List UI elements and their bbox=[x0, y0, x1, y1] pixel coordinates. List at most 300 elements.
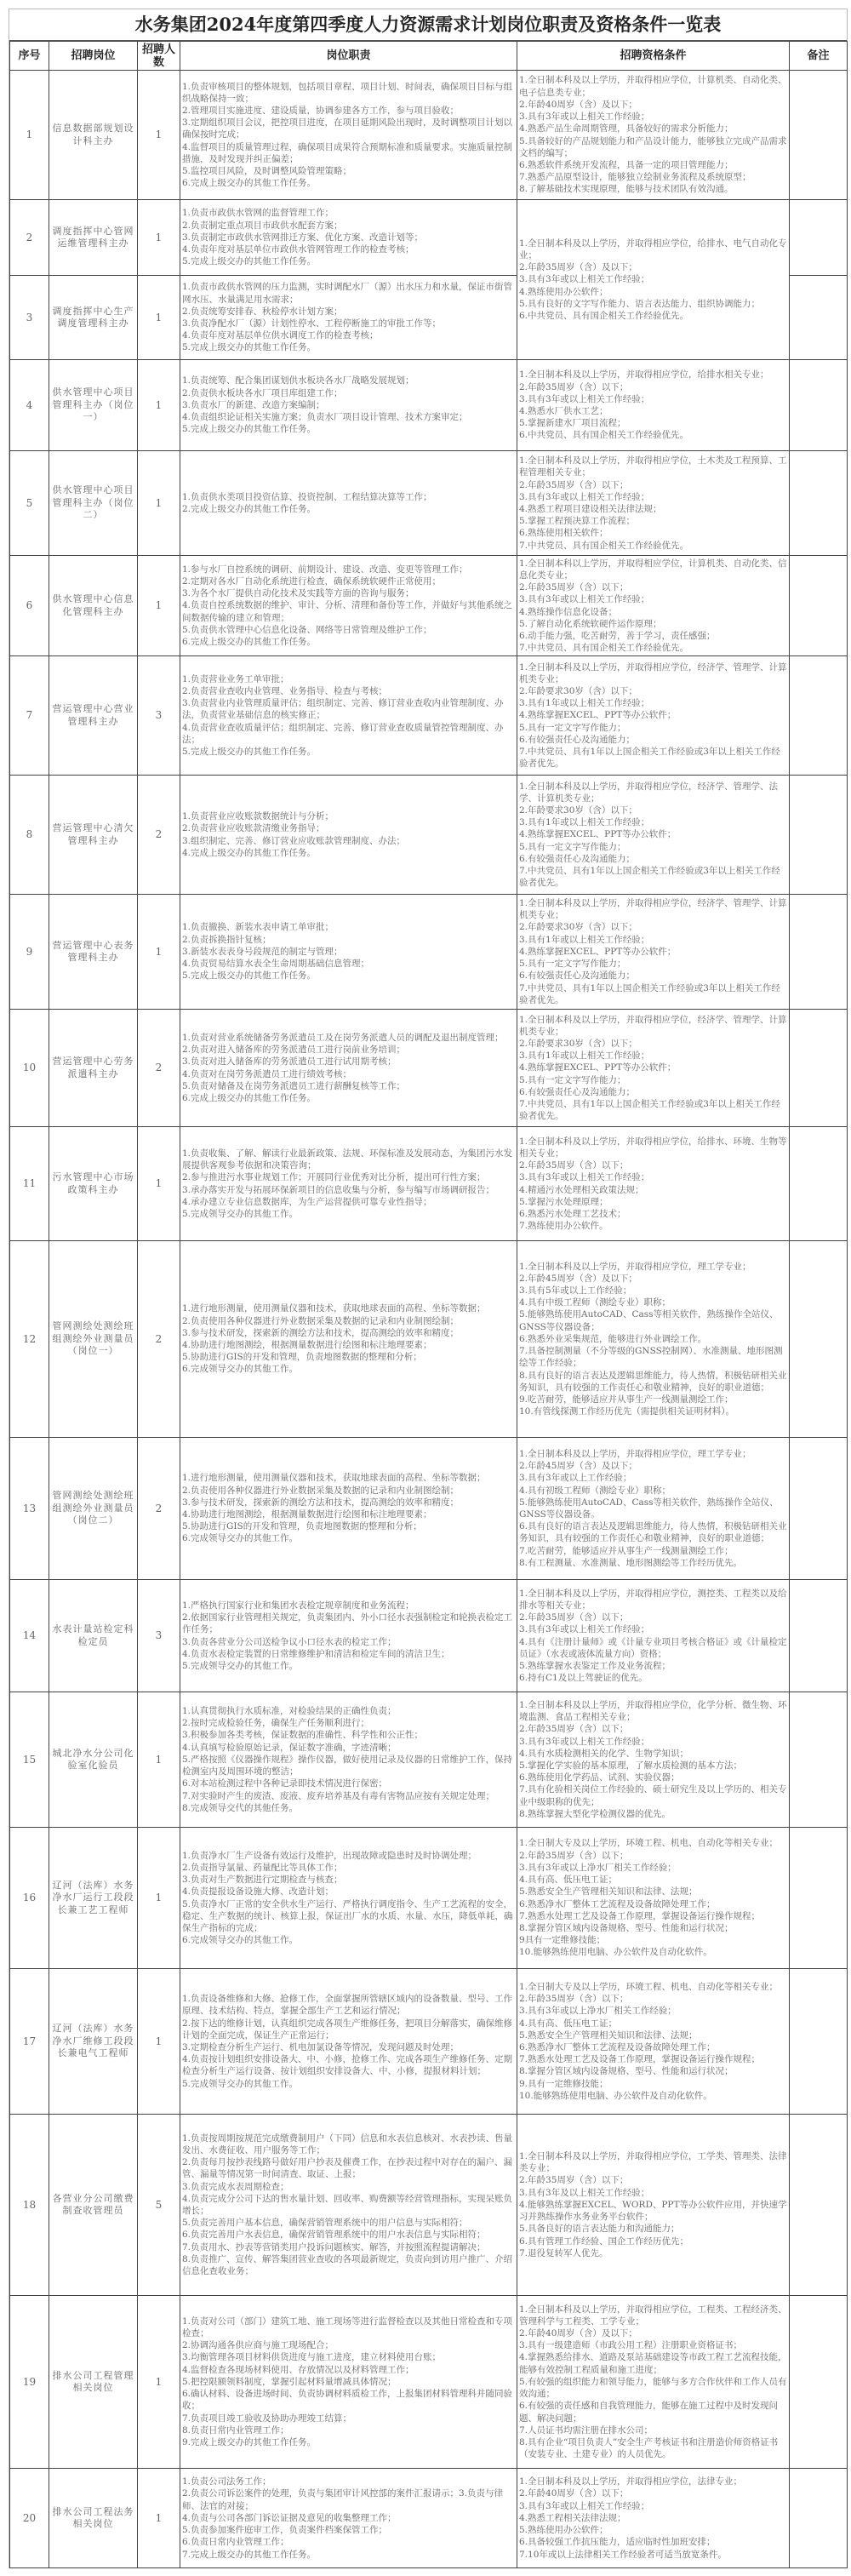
requirement-item: 5.具有一定文字写作能力； bbox=[519, 1074, 626, 1085]
requirement-item: 6.熟悉污水处理工艺技术； bbox=[519, 1208, 626, 1219]
row-duties bbox=[180, 1692, 517, 1828]
requirement-item: 1.全日制大专及以上学历，环境工程、机电、自动化等相关专业； bbox=[519, 1981, 779, 1992]
duty-item: 2.负责制定重点项目市政供水配套方案； bbox=[182, 220, 343, 231]
requirement-item: 3.具有3年或以上净水厂相关工作经验； bbox=[519, 2006, 677, 2017]
requirement-item: 7.具有化验相关岗位工作经验的、硕士研究生及以上学历的、相关专业中级职称的优先； bbox=[519, 1784, 787, 1807]
row-index: 6 bbox=[10, 556, 49, 656]
row-position: 营运管理中心表务管理科主办 bbox=[49, 895, 138, 1010]
requirement-item: 4.熟练掌握EXCEL、PPT等办公软件； bbox=[519, 946, 677, 957]
row-requirements bbox=[517, 656, 790, 776]
table-row bbox=[10, 1828, 848, 1969]
duty-item: 1.负责收集、了解、解读行业最新政策、法规、环保标准及发展动态，为集团污水发展提供客观参考依据和决策咨询； bbox=[182, 1148, 513, 1171]
header-remarks: 备注 bbox=[790, 42, 848, 71]
duty-item: 2.负责拆换指针复核； bbox=[182, 934, 271, 945]
requirement-item: 1.全日制本科及以上学历，并取得相应学位，理工学专业； bbox=[519, 1261, 751, 1272]
requirement-item: 4.精通污水处理相关政策法规； bbox=[519, 1184, 644, 1195]
requirement-item: 3.具有3年或以上相关工作经验； bbox=[519, 393, 650, 404]
duty-item: 4.监督检查各现场材料使用、存放情况以及材料管理工作； bbox=[182, 2364, 414, 2375]
row-requirements bbox=[517, 2296, 790, 2469]
requirement-item: 8.有工程测量、水准测量、地形图测绘等工作经历优先。 bbox=[519, 1557, 743, 1568]
duty-item: 4.负责营业查收质量评估；组织制定、完善、修订营业查收质量管控管理制度、办法； bbox=[182, 722, 504, 745]
duty-item: 2.负责使用各种仪器进行外业数据采集及数据的记录和内业制图绘制； bbox=[182, 1485, 460, 1496]
row-position: 营运管理中心劳务派遣科主办 bbox=[49, 1010, 138, 1127]
row-count: 1 bbox=[138, 71, 180, 200]
requirement-item: 6.中共党员、具有国企相关工作经验优先。 bbox=[519, 311, 689, 321]
duty-item: 4.负责年度对基层单位市政供水管网管理工作的检查考核； bbox=[182, 244, 414, 255]
requirement-item: 5.能够熟练使用AutoCAD、Cass等相关软件，熟练操作全站仪、GNSS等仪器设备。 bbox=[519, 1497, 779, 1520]
table-header-row bbox=[10, 42, 848, 71]
duty-item: 2.负责统筹安排春、秋检停水计划方案； bbox=[182, 306, 343, 317]
duty-item: 9.完成上级交办的其他工作任务。 bbox=[182, 2436, 317, 2447]
duty-item: 1.负责设备维修和大修、抢修工作，全面掌握所管辖区域内的设备数量、型号、工作原理、技术结构、特点，掌握全部生产工艺和运行情况； bbox=[182, 1994, 513, 2017]
row-position: 供水管理中心项目管理科主办（岗位二） bbox=[49, 451, 138, 556]
duty-item: 2.负责公司诉讼案件的处理，负责与集团审计风控部的案件汇报请示；3.负责与律师、法官的对接； bbox=[182, 2488, 504, 2511]
requirement-item: 2.年龄35周岁（含）以下； bbox=[519, 1724, 629, 1735]
duty-item: 4.负责水表检定装置的日常维修维护和清洁和检定车间的清洁卫生； bbox=[182, 1648, 450, 1659]
requirement-item: 2.年龄40周岁（含）及以下； bbox=[519, 99, 637, 110]
requirement-item: 1.全日制本科及以上学历，并取得相应学位，土木类及工程预算、工程管理相关专业； bbox=[519, 455, 787, 478]
duty-item: 1.负责对公司（部门）建筑工地、施工现场等进行监督检查以及其他日常检查和专项检查； bbox=[182, 2316, 513, 2339]
row-requirements bbox=[517, 71, 790, 200]
requirement-item: 3.具有3年或以上相关工作经验； bbox=[519, 1624, 650, 1635]
requirement-item: 2.年龄40周岁（含）及以下； bbox=[519, 2328, 637, 2339]
row-duties bbox=[180, 1580, 517, 1692]
requirement-item: 4.熟练掌握EXCEL、PPT等办公软件； bbox=[519, 1062, 677, 1073]
requirement-item: 6.具有良好的语言表达及逻辑思维能力，待人热情，积极钻研相关业务知识，具有较强的工作责任心和敬业精神，良好的职业道德； bbox=[519, 1521, 787, 1544]
requirement-item: 4.熟练操作信息化设备； bbox=[519, 606, 618, 617]
requirement-item: 6.熟悉软件系统开发流程，具备一定的项目管理能力； bbox=[519, 159, 734, 170]
duty-item: 1.负责按周期按规范完成缴费制用户（下同）信息和水表信息核对、水表抄读、售量发出、水费征收、用户服务等工作； bbox=[182, 2132, 513, 2155]
requirement-item: 1.全日制本科及以上学历，并取得相应学位，经济学、管理学、法学、计算机类专业； bbox=[519, 781, 779, 804]
row-remarks bbox=[790, 200, 848, 276]
requirement-item: 7.退役复转军人优先。 bbox=[519, 2247, 608, 2258]
row-remarks bbox=[790, 1127, 848, 1241]
row-remarks bbox=[790, 1692, 848, 1828]
duty-item: 6.完成领导交办的其他工作。 bbox=[182, 1935, 299, 1946]
row-remarks bbox=[790, 556, 848, 656]
requirement-item: 5.了解自动化系统软硬件运作原理； bbox=[519, 618, 662, 629]
requirement-item: 5.掌握污水处理原理； bbox=[519, 1196, 608, 1207]
duty-item: 4.负责完成分公司下达的售水量计划、回收率、购费额等经营管理指标，实现呆账负增长； bbox=[182, 2193, 513, 2216]
requirement-item: 3.具有3年或以上相关工作经验； bbox=[519, 594, 650, 605]
duty-item: 4.协助进行地图测绘，根据测量数据进行绘图和标注地理要素； bbox=[182, 1509, 432, 1520]
requirement-item: 7.中共党员、具有1年以上国企相关工作经验或3年以上相关工作经验者优先。 bbox=[519, 982, 780, 1005]
requirement-item: 3.具有3年或以上相关工作经验； bbox=[519, 491, 650, 502]
requirement-item: 6.动手能力强，吃苦耐劳，善于学习，责任感强； bbox=[519, 630, 716, 641]
duty-item: 4.负责年度对基层单位供水调度工作的检查考核； bbox=[182, 330, 379, 341]
requirement-item: 8.掌握分管区域内设备规格、型号、性能和运行状况； bbox=[519, 2066, 734, 2077]
requirement-item: 4.具有高、低压电工证； bbox=[519, 2018, 618, 2029]
row-requirements bbox=[517, 2115, 790, 2296]
requirement-item: 3.具有3年或以上相关工作经验； bbox=[519, 1172, 650, 1183]
duty-item: 2.负责使用各种仪器进行外业数据采集及数据的记录和内业制图绘制； bbox=[182, 1315, 460, 1326]
duty-item: 7.负责项目竣工验收及协助办理竣工结算； bbox=[182, 2413, 352, 2424]
duty-item: 4.负责与公司各部门诉讼证据及意见的收集整理工作； bbox=[182, 2512, 397, 2523]
requirement-item: 2.年龄35周岁（含）以下； bbox=[519, 582, 629, 593]
requirement-item: 7.中共党员、具有1年以上国企相关工作经验或3年以上相关工作经验者优先。 bbox=[519, 866, 780, 889]
row-remarks bbox=[790, 1580, 848, 1692]
row-remarks bbox=[790, 71, 848, 200]
requirement-item: 4.熟悉工程相关法律法规； bbox=[519, 2512, 626, 2523]
row-position: 水表计量站检定科检定员 bbox=[49, 1580, 138, 1692]
requirement-item: 2.年龄35周岁（含）以下； bbox=[519, 381, 629, 392]
duty-item: 6.确认材料、设备进场时间、负责协调材料质检工作，上报集团材料管理科并随同验收； bbox=[182, 2389, 513, 2412]
row-count: 1 bbox=[138, 451, 180, 556]
requirement-item: 2.年龄35周岁（含）以下； bbox=[519, 1994, 629, 2005]
row-index: 1 bbox=[10, 71, 49, 200]
row-position: 污水管理中心市场政策科主办 bbox=[49, 1127, 138, 1241]
requirement-item: 6.持有C1及以上驾驶证的优先。 bbox=[519, 1673, 648, 1684]
requirement-item: 7.中共党员、具有1年以上国企相关工作经验或3年以上相关工作经验者优先。 bbox=[519, 1099, 780, 1122]
requirement-item: 8.具有企业“项目负责人”安全生产考核证书和注册造价师资格证书（安装专业、土建专业）的人员优先。 bbox=[519, 2436, 779, 2460]
table-row bbox=[10, 1438, 848, 1580]
requirement-item: 4.熟练掌握EXCEL、PPT等办公软件； bbox=[519, 710, 677, 721]
duty-item: 3.新装水表表身号段规范的制定与管理； bbox=[182, 946, 343, 957]
row-index: 7 bbox=[10, 656, 49, 776]
requirement-item: 5.具备较好的产品规划能力和产品设计能力，能够独立完成产品需求文档的编写； bbox=[519, 135, 787, 158]
row-index: 18 bbox=[10, 2115, 49, 2296]
requirement-item: 5.能够熟练使用AutoCAD、Cass等相关软件，熟练操作全站仪、GNSS等仪器设备； bbox=[519, 1309, 779, 1332]
row-duties bbox=[180, 200, 517, 276]
requirement-item: 8.熟练掌握大型化学检测仪器的优先。 bbox=[519, 1808, 671, 1819]
requirement-item: 1.全日制本科及以上学历，并取得相应学位，工程类、工程经济类、管理科学与工程类、工学专业； bbox=[519, 2304, 787, 2327]
requirement-item: 6.中共党员、具有国企相关工作经验优先。 bbox=[519, 430, 689, 441]
duty-item: 6.负责日常内业管理工作； bbox=[182, 2537, 289, 2548]
requirement-item: 2.年龄要求30岁（含）以下； bbox=[519, 922, 637, 933]
requirement-item: 5.具有良好的文字写作能力、语言表达能力、组织协调能力； bbox=[519, 298, 761, 309]
requirement-item: 4.熟悉水厂供水工艺； bbox=[519, 406, 608, 416]
duty-item: 5.完成领导交办的其他工作。 bbox=[182, 2078, 299, 2089]
duty-item: 1.负责供水类项目投资估算、投资控制、工程结算决算等工作； bbox=[182, 491, 432, 502]
row-duties bbox=[180, 895, 517, 1010]
row-count: 1 bbox=[138, 1969, 180, 2115]
duty-item: 2.按时完成检验任务，确保生产任务顺利进行； bbox=[182, 1718, 370, 1729]
row-remarks bbox=[790, 1241, 848, 1438]
duty-item: 1.严格执行国家行业和集团水表检定规章制度和业务流程； bbox=[182, 1600, 414, 1611]
row-count: 5 bbox=[138, 2115, 180, 2296]
row-remarks bbox=[790, 776, 848, 895]
requirement-item: 5.掌握化学实验的基本原理，了解水质检测的基本方法； bbox=[519, 1760, 743, 1771]
duty-item: 3.负责对进入储备库的劳务派遣员工进行试用期考核； bbox=[182, 1056, 397, 1068]
row-duties bbox=[180, 1438, 517, 1580]
row-requirements bbox=[517, 1010, 790, 1127]
duty-item: 5.负责参加案件庭审工作，负责案件档案保管工作； bbox=[182, 2525, 388, 2536]
row-remarks bbox=[790, 2469, 848, 2568]
table-row bbox=[10, 1692, 848, 1828]
duty-item: 5.完成领导交办的其他工作。 bbox=[182, 1208, 299, 1219]
row-requirements bbox=[517, 1969, 790, 2115]
requirement-item: 6.具有管理工作经验、国企工作经历优先； bbox=[519, 2235, 689, 2247]
row-count: 3 bbox=[138, 1580, 180, 1692]
duty-item: 3.负责制定市政供水管网排迁方案、优化方案、改造计划等； bbox=[182, 232, 424, 243]
row-index: 19 bbox=[10, 2296, 49, 2469]
requirement-item: 4.具有中级工程师（测绘专业）职称； bbox=[519, 1297, 671, 1308]
requirement-item: 6.有较强责任心及沟通能力； bbox=[519, 1086, 636, 1097]
duty-item: 1.负责市政供水管网的监督管理工作； bbox=[182, 208, 334, 219]
requirement-item: 1.全日制本科及以上学历，并取得相应学位，经济学、管理学、计算机类专业； bbox=[519, 1014, 787, 1037]
requirement-item: 9具有一定维修技能； bbox=[519, 1935, 606, 1946]
table-body bbox=[10, 71, 848, 2568]
requirement-item: 4.具有初级工程师（测绘专业）职称； bbox=[519, 1485, 671, 1496]
requirement-item: 7.熟悉产品原型设计，能够独立绘制业务流程及系统原型； bbox=[519, 172, 751, 183]
requirement-item: 7.具备控制测量（不分等级的GNSS控制网）、水准测量、地形图测绘等工作经验； bbox=[519, 1346, 783, 1369]
duty-item: 4.完成上级交办的其他工作任务。 bbox=[182, 847, 317, 858]
requirement-item: 10.有管线探测工作经历优先（需提供相关证明材料）。 bbox=[519, 1406, 734, 1417]
requirement-item: 8.了解基础技术实现原理，能够与技术团队有效沟通。 bbox=[519, 184, 734, 195]
table-row bbox=[10, 451, 848, 556]
requirement-item: 1.全日制大专及以上学历，环境工程、机电、自动化等相关专业； bbox=[519, 1838, 779, 1849]
requirement-item: 8.具有良好的语言表达及逻辑思维能力，待人热情，积极钻研相关业务知识，具有较强的工作责任心和敬业精神，良好的职业道德； bbox=[519, 1370, 787, 1393]
requirement-item: 1.全日制本科及以上学历，并取得相应学位，计算机类、自动化类、电子信息类专业； bbox=[519, 75, 787, 98]
requirement-item: 5.熟练掌握水表鉴定工作及业务流程； bbox=[519, 1660, 671, 1671]
requirement-item: 5.有较强的组织能力和领导能力，能够与多方合作伙伴和工作人员有效沟通； bbox=[519, 2376, 787, 2400]
requirement-item: 9.具有一定维修技能； bbox=[519, 2078, 608, 2089]
row-position: 营运管理中心营业管理科主办 bbox=[49, 656, 138, 776]
row-duties bbox=[180, 656, 517, 776]
row-count: 1 bbox=[138, 1692, 180, 1828]
requirement-item: 1.全日制本科及以上学历，并取得相应学位，给排水相关专业； bbox=[519, 369, 769, 381]
header-index: 序号 bbox=[10, 42, 49, 71]
table-row bbox=[10, 2115, 848, 2296]
requirement-item: 2.年龄35周岁（含）及以下； bbox=[519, 262, 637, 273]
requirement-item: 4.熟练使用办公软件； bbox=[519, 286, 608, 297]
row-index: 8 bbox=[10, 776, 49, 895]
header-requirements: 招聘资格条件 bbox=[517, 42, 790, 71]
duty-item: 2.负责营业查收内业管理、业务指导、检查与考核； bbox=[182, 685, 388, 696]
row-position: 管网测绘处测绘班组测绘外业测量员（岗位一） bbox=[49, 1241, 138, 1438]
duty-item: 4.监督项目的质量管理过程，确保项目成果符合预期标准和质量要求。实施质量控制措施，及时发现并纠正偏差； bbox=[182, 141, 513, 164]
duty-item: 6.完成领导交办的其他工作。 bbox=[182, 1533, 299, 1544]
row-index: 2 bbox=[10, 200, 49, 276]
requirement-item: 4.熟悉产品生命周期管理，具备较好的需求分析能力； bbox=[519, 123, 734, 135]
requirement-item: 6.有较强责任心及沟通能力； bbox=[519, 970, 636, 982]
duty-item: 7.完成上级交办的其他工作任务。 bbox=[182, 2549, 317, 2560]
requirement-item: 4.具有高、低压电工证； bbox=[519, 1875, 618, 1886]
row-index: 16 bbox=[10, 1828, 49, 1969]
duty-item: 4.负责自控系统数据的维护、审计、分析、清理和备份等工作，并做好与其他系统之间数据传输的建立和管理； bbox=[182, 600, 513, 623]
requirement-item: 3.具有3年或以上相关工作经验； bbox=[519, 112, 650, 123]
row-duties bbox=[180, 71, 517, 200]
requirement-item: 1.全日制本科以上学历，并取得相应学位，计算机类、自动化类、信息化类专业； bbox=[519, 558, 787, 581]
table-row bbox=[10, 2469, 848, 2568]
duty-item: 2.负责指导氯量、药量配比等具体工作； bbox=[182, 1862, 343, 1873]
duty-item: 3.负责净配水厂（源）计划性停水、工程停断施工的审批工作等； bbox=[182, 318, 442, 329]
duty-item: 6.完成上级交办的其他工作任务。 bbox=[182, 1092, 317, 1103]
requirement-item: 2.年龄要求30岁（含）以下； bbox=[519, 1038, 637, 1049]
row-duties bbox=[180, 1969, 517, 2115]
requirement-item: 2.年龄40周岁（含）以下； bbox=[519, 2488, 629, 2499]
duty-item: 3.均衡管理各项目材料供货进度与施工进度，建立材料使用台账； bbox=[182, 2352, 442, 2363]
row-position: 调度指挥中心管网运维管理科主办 bbox=[49, 200, 138, 276]
duty-item: 5.负责完善用户基本信息，确保营销管理系统中的用户信息与实际相符； bbox=[182, 2218, 468, 2229]
requirement-item: 2.年龄要求30岁（含）以下； bbox=[519, 804, 637, 816]
duty-item: 2.负责对进入储备库的劳务派遣员工进行岗前业务培训； bbox=[182, 1045, 406, 1056]
row-position: 排水公司工程法务相关岗位 bbox=[49, 2469, 138, 2568]
requirement-item: 3.具有3年或以上相关工作经验； bbox=[519, 1736, 650, 1747]
duty-item: 1.参与水厂自控系统的调研、前期设计、建设、改造、变更等管理工作； bbox=[182, 564, 468, 575]
duty-item: 8.负责推广、宣传、解答集团营业查收的各项最新规定，负责向到访用户推广、介绍信息化查收业务； bbox=[182, 2253, 513, 2277]
requirement-item: 3.具有1年或以上相关工作经验； bbox=[519, 817, 650, 828]
requirement-item: 4.具有《注册计量师》或《计量专业项目考核合格证》或《计量检定员证》（水表或液体流量方向）资格； bbox=[519, 1636, 787, 1659]
row-index: 17 bbox=[10, 1969, 49, 2115]
row-duties bbox=[180, 776, 517, 895]
table-row bbox=[10, 1969, 848, 2115]
row-duties bbox=[180, 1828, 517, 1969]
row-requirements bbox=[517, 2469, 790, 2568]
duty-item: 5.监控项目风险，及时调整风险管理策略； bbox=[182, 166, 352, 176]
row-position: 营运管理中心清欠管理科主办 bbox=[49, 776, 138, 895]
duty-item: 3.定期组织项目会议，把控项目进度，在项目延期风险出现时，及时调整项目计划以确保按时完成； bbox=[182, 117, 513, 140]
duty-item: 5.协助进行GIS的开发和管理，负责地图数据的整理和分析； bbox=[182, 1521, 422, 1532]
requirement-item: 6.熟悉外业采集规范，能够进行外业调绘工作。 bbox=[519, 1333, 707, 1344]
requirement-item: 7.人员证书均需注册在排水公司； bbox=[519, 2424, 654, 2436]
row-count: 1 bbox=[138, 360, 180, 451]
requirement-item: 3.具有1年或以上相关工作经验； bbox=[519, 934, 650, 945]
header-count: 招聘人数 bbox=[138, 42, 180, 71]
requirement-item: 1.全日制本科及以上学历，并取得相应学位，工学类、管理类、法律类专业； bbox=[519, 2151, 787, 2174]
row-remarks bbox=[790, 1438, 848, 1580]
row-duties bbox=[180, 2296, 517, 2469]
duty-item: 2.负责营业应收账款清缴业务指导； bbox=[182, 823, 325, 834]
row-index: 15 bbox=[10, 1692, 49, 1828]
row-requirements bbox=[517, 360, 790, 451]
requirement-item: 1.全日制本科及以上学历，并取得相应学位，法律专业； bbox=[519, 2476, 743, 2487]
requirement-item: 7.熟悉水处理工艺及设备工作原理，掌握设备运行操作规程； bbox=[519, 1910, 761, 1921]
duty-item: 7.负责用水、抄表等营销类用户投诉问题核实、解答，并按照流程提请解决； bbox=[182, 2241, 486, 2253]
requirement-item: 6.有较强责任心及沟通能力； bbox=[519, 734, 636, 745]
row-position: 城北净水分公司化验室化验员 bbox=[49, 1692, 138, 1828]
row-count: 1 bbox=[138, 2469, 180, 2568]
row-position: 供水管理中心信息化管理科主办 bbox=[49, 556, 138, 656]
row-remarks bbox=[790, 1969, 848, 2115]
requirement-item: 4.具有水质检测相关的化学、生物学知识； bbox=[519, 1748, 689, 1759]
page-title: 水务集团2024年度第四季度人力资源需求计划岗位职责及资格条件一览表 bbox=[9, 9, 847, 41]
row-duties bbox=[180, 360, 517, 451]
requirement-item: 2.年龄45周岁（含）及以下； bbox=[519, 1273, 637, 1284]
row-count: 2 bbox=[138, 1010, 180, 1127]
row-remarks bbox=[790, 1010, 848, 1127]
requirement-item: 6.具备较强工作抗压能力，适应临时性加班安排； bbox=[519, 2537, 716, 2548]
requirement-item: 1.全日制本科及以上学历，并取得相应学位，理工学专业； bbox=[519, 1448, 751, 1459]
duty-item: 2.按下达的维修计划，认真组织完成各项生产维修任务，把项目分解落实，确保维修计划的全面完成，保证生产正常运行； bbox=[182, 2018, 513, 2041]
requirement-item: 5.掌握新建水厂项目流程； bbox=[519, 418, 626, 429]
duty-item: 3.承办落实开发与拓展环保新项目的信息收集与分析，参与编写市场调研报告； bbox=[182, 1184, 495, 1195]
duty-item: 1.负责营业应收账款数据统计与分析； bbox=[182, 811, 334, 822]
table-row bbox=[10, 2296, 848, 2469]
duty-item: 4.承办建立专业信息数据库，为生产运营提供可靠专业性指导； bbox=[182, 1196, 432, 1207]
duty-item: 3.负责营业内业管理质量评估；组织制定、完善、修订营业查收内业管理制度、办法，负责营业基础信息的核实修正； bbox=[182, 698, 504, 721]
row-count: 2 bbox=[138, 1241, 180, 1438]
requirement-item: 6.熟练使用相关软件； bbox=[519, 528, 608, 539]
row-duties bbox=[180, 1241, 517, 1438]
requirement-item: 2.年龄35周岁（含）以下； bbox=[519, 1850, 629, 1861]
header-position: 招聘岗位 bbox=[49, 42, 138, 71]
duty-item: 2.完成上级交办的其他工作任务。 bbox=[182, 504, 317, 514]
row-requirements bbox=[517, 1828, 790, 1969]
row-duties bbox=[180, 556, 517, 656]
requirement-item: 9.吃苦耐劳，能够适应并从事生产一线测量测绘工作； bbox=[519, 1394, 734, 1405]
duty-item: 6.完成领导交办的其他工作。 bbox=[182, 1364, 299, 1375]
duty-item: 1.负责撤换、新装水表申请工单审批； bbox=[182, 922, 334, 933]
duty-item: 4.负责对在岗劳务派遣员工进行绩效考核； bbox=[182, 1068, 352, 1079]
duty-item: 5.协助进行GIS的开发和管理，负责地图数据的整理和分析； bbox=[182, 1352, 422, 1363]
row-requirements bbox=[517, 451, 790, 556]
row-requirements bbox=[517, 1438, 790, 1580]
table-row bbox=[10, 1010, 848, 1127]
duty-item: 2.负责每月按抄表线路号做好用户抄表及催费工作，在抄表过程中对存在的漏户、漏管、漏量等情况第一时间清查、取证、上报； bbox=[182, 2157, 513, 2180]
table-row bbox=[10, 1127, 848, 1241]
duty-item: 3.负责对生产数据进行定期检查与核查； bbox=[182, 1875, 343, 1886]
duty-item: 5.负责供水管理中心信息化设备、网络等日常管理及维护工作； bbox=[182, 624, 432, 635]
duty-item: 3.负责各营业分公司送检争议小口径水表的检定工作； bbox=[182, 1636, 397, 1647]
duty-item: 5.完成上级交办的其他工作任务。 bbox=[182, 747, 317, 757]
table-row bbox=[10, 200, 848, 276]
duty-item: 4.负责提报设备设施大修、改造计划； bbox=[182, 1886, 334, 1898]
duty-item: 8.负责日常内业管理工作； bbox=[182, 2424, 289, 2436]
requirement-item: 7.熟练使用办公软件。 bbox=[519, 1221, 608, 1232]
row-remarks bbox=[790, 656, 848, 776]
requirement-item: 1.全日制本科及以上学历，并取得相应学位，经济学、管理学、计算机类专业； bbox=[519, 898, 787, 921]
requirement-item: 6.熟悉净水厂整体工艺流程及设备故障处理工作； bbox=[519, 1898, 716, 1909]
requirement-item: 3.具有一级建造师（市政公用工程）注册职业资格证书； bbox=[519, 2340, 743, 2351]
duty-item: 5.把控限额领料制度，掌握引起材料量增减具体情况； bbox=[182, 2376, 397, 2387]
row-index: 13 bbox=[10, 1438, 49, 1580]
row-index: 5 bbox=[10, 451, 49, 556]
duty-item: 5.严格按照《仪器操作规程》操作仪器，做好使用记录及仪器的日常维护工作，保持检测室内及周围环境的整洁； bbox=[182, 1754, 513, 1777]
requirement-item: 7.中共党员、具有1年以上国企相关工作经验或3年以上相关工作经验者优先。 bbox=[519, 747, 780, 770]
row-count: 1 bbox=[138, 200, 180, 276]
row-count: 2 bbox=[138, 776, 180, 895]
duty-item: 1.负责营业业务工单审批； bbox=[182, 673, 289, 684]
requirement-item: 1.全日制本科及以上学历，并取得相应学位，给排水、电气自动化专业； bbox=[519, 238, 787, 260]
requirement-item: 5.掌握工程预决算工作流程； bbox=[519, 516, 636, 527]
duty-item: 7.对实验时产生的废渣、废液、废弃培养基及有毒有害物品应按有关规定处理； bbox=[182, 1790, 495, 1801]
table-row bbox=[10, 71, 848, 200]
row-count: 1 bbox=[138, 556, 180, 656]
duty-item: 1.负责市政供水管网的压力监测，实时调配水厂（源）出水压力和水量，保证市街管网水压、水量满足用水需求； bbox=[182, 282, 513, 305]
duty-item: 4.协助进行地图测绘，根据测量数据进行绘图和标注地理要素； bbox=[182, 1340, 432, 1350]
row-position: 供水管理中心项目管理科主办（岗位一） bbox=[49, 360, 138, 451]
requirement-item: 5.具有一定文字写作能力； bbox=[519, 959, 626, 970]
duty-item: 4.负责贸易结算水表全生命周期基础信息管理； bbox=[182, 959, 370, 970]
row-duties bbox=[180, 2469, 517, 2568]
requirement-item: 4.掌握熟悉给排水、道路及泵站基础建设等市政工程工艺流程技能，能够有效控制工程质量和施工进度； bbox=[519, 2352, 787, 2375]
row-count: 1 bbox=[138, 895, 180, 1010]
requirement-item: 5.熟悉安全生产管理相关知识和法律、法规； bbox=[519, 2029, 698, 2041]
requirement-item: 5.熟悉安全生产管理相关知识和法律、法规； bbox=[519, 1886, 698, 1898]
requirement-item: 3.具有3年及以上相关工作经验； bbox=[519, 2187, 650, 2198]
table-row bbox=[10, 556, 848, 656]
requirement-item: 2.年龄45周岁（含）及以下； bbox=[519, 1461, 637, 1472]
duty-item: 3.积极参加各类考核，保证数据的准确性、科学性和公正性； bbox=[182, 1730, 424, 1741]
row-position: 辽河（法库）水务净水厂维修工段段长兼电气工程师 bbox=[49, 1969, 138, 2115]
requirement-item: 2.年龄35周岁（含）以下； bbox=[519, 479, 629, 490]
row-remarks bbox=[790, 1828, 848, 1969]
requirement-item: 3.具有3年或以上净水厂相关工作经验； bbox=[519, 1862, 677, 1873]
duty-item: 1.负责统筹、配合集团谋划供水板块各水厂战略发展规划； bbox=[182, 375, 414, 386]
duty-item: 6.完成上级交办的其他工作任务。 bbox=[182, 178, 317, 189]
duty-item: 1.进行地形测量，使用测量仪器和技术，获取地球表面的高程、坐标等数据； bbox=[182, 1473, 486, 1484]
row-index: 3 bbox=[10, 276, 49, 360]
duty-item: 1.负责净水厂生产设备有效运行及维护，出现故障或隐患时及时协调处理； bbox=[182, 1850, 477, 1861]
row-position: 管网测绘处测绘班组测绘外业测量员（岗位二） bbox=[49, 1438, 138, 1580]
requirement-item: 8.掌握分管区域内设备规格、型号、性能和运行状况； bbox=[519, 1922, 734, 1933]
row-position: 信息数据部规划设计科主办 bbox=[49, 71, 138, 200]
requirement-item: 10.能够熟练使用电脑、办公软件及自动化软件。 bbox=[519, 1947, 712, 1958]
requirement-item: 3.具有3年或以上工作经验； bbox=[519, 1473, 632, 1484]
duty-item: 5.完成上级交办的其他工作任务。 bbox=[182, 424, 317, 435]
row-duties bbox=[180, 451, 517, 556]
